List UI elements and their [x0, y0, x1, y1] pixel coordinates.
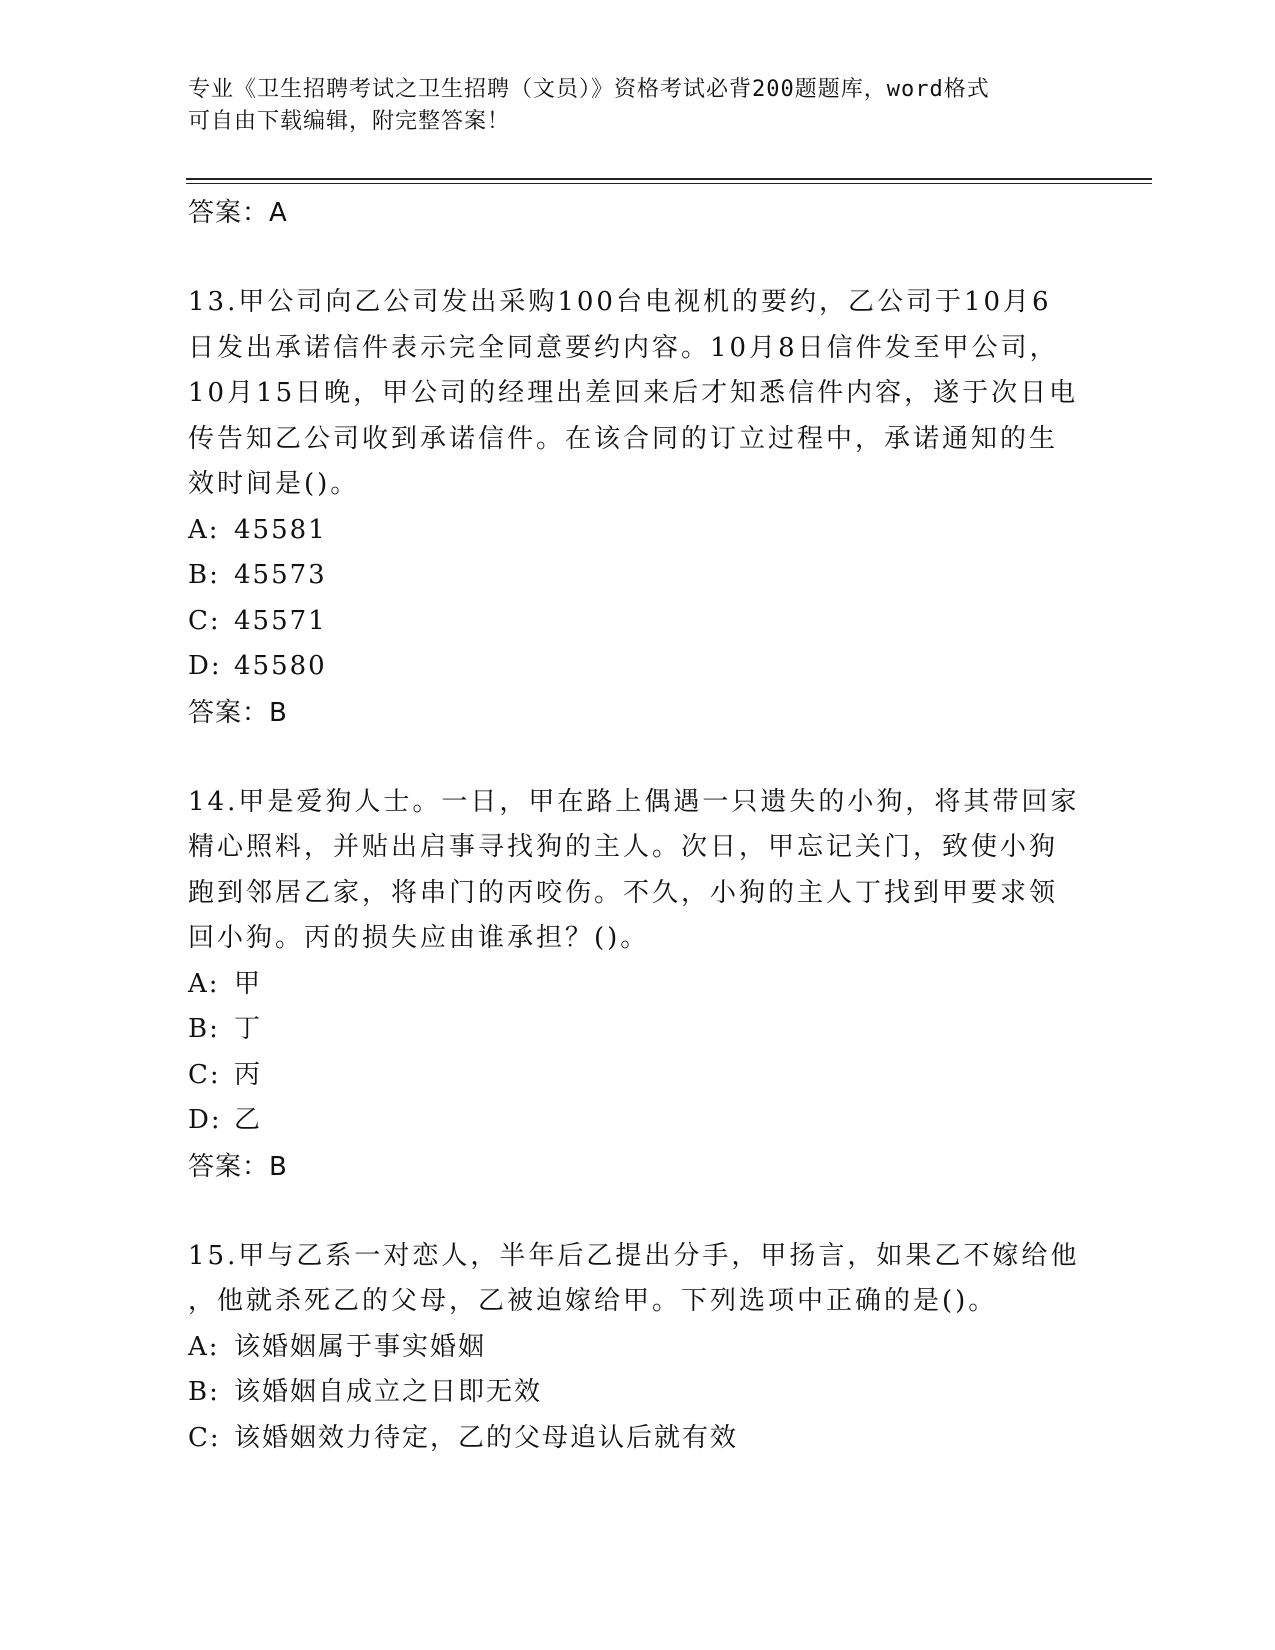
- page-header: [188, 74, 1088, 138]
- question-text-line: 跑到邻居乙家，将串门的丙咬伤。不久，小狗的主人丁找到甲要求领: [188, 877, 1059, 908]
- option-letter: B:: [188, 1014, 220, 1044]
- question-text-line: 传告知乙公司收到承诺信件。在该合同的订立过程中，承诺通知的生: [188, 423, 1059, 454]
- option-d: [188, 644, 1088, 690]
- option-letter: D:: [188, 1105, 222, 1135]
- question-15: [188, 1234, 1088, 1462]
- answer-line: 答案：B: [188, 1151, 288, 1182]
- option-text: 45581: [234, 514, 327, 545]
- option-a: [188, 1325, 1088, 1371]
- option-d: [188, 1098, 1088, 1144]
- question-text-line: 日发出承诺信件表示完全同意要约内容。10月8日信件发至甲公司，: [188, 332, 1059, 363]
- option-letter: B:: [188, 1377, 220, 1407]
- option-text: 该婚姻自成立之日即无效: [234, 1377, 543, 1407]
- question-text-line: 效时间是()。: [188, 469, 360, 499]
- option-b: [188, 553, 1088, 599]
- header-line-2: 可自由下载编辑，附完整答案！: [188, 109, 511, 134]
- question-text-line: 回小狗。丙的损失应由谁承担？()。: [188, 923, 650, 953]
- question-text-line: 15.甲与乙系一对恋人，半年后乙提出分手，甲扬言，如果乙不嫁给他: [188, 1240, 1080, 1271]
- option-text: 甲: [234, 968, 263, 999]
- answer-line: 答案：A: [188, 198, 288, 228]
- option-letter: C:: [188, 1422, 221, 1453]
- question-text-line: 14.甲是爱狗人士。一日，甲在路上偶遇一只遗失的小狗，将其带回家: [188, 786, 1080, 817]
- option-c: [188, 1053, 1088, 1099]
- header-rule-thin: [186, 183, 1152, 184]
- option-letter: B:: [188, 560, 220, 590]
- option-text: 45573: [234, 560, 327, 590]
- answer-line: 答案：B: [188, 697, 288, 728]
- option-b: [188, 1370, 1088, 1416]
- option-a: [188, 962, 1088, 1008]
- question-text-line: 13.甲公司向乙公司发出采购100台电视机的要约，乙公司于10月6: [188, 287, 1052, 317]
- option-letter: A:: [188, 514, 220, 545]
- option-letter: D:: [188, 651, 222, 681]
- option-b: [188, 1007, 1088, 1053]
- question-13: [188, 280, 1088, 736]
- option-letter: A:: [188, 968, 220, 999]
- option-letter: C:: [188, 605, 221, 636]
- header-line-1: 专业《卫生招聘考试之卫生招聘（文员）》资格考试必背200题题库，word格式: [188, 77, 990, 102]
- option-c: [188, 599, 1088, 645]
- option-letter: A:: [188, 1331, 220, 1362]
- header-rule-thick: [186, 178, 1152, 180]
- option-a: [188, 508, 1088, 554]
- question-text-line: ，他就杀死乙的父母，乙被迫嫁给甲。下列选项中正确的是()。: [188, 1286, 998, 1316]
- option-letter: C:: [188, 1059, 221, 1090]
- question-14: [188, 780, 1088, 1190]
- option-text: 乙: [234, 1105, 263, 1135]
- option-text: 该婚姻效力待定，乙的父母追认后就有效: [234, 1422, 739, 1453]
- option-text: 丁: [234, 1014, 263, 1044]
- option-text: 45580: [234, 651, 327, 681]
- option-text: 丙: [234, 1059, 263, 1090]
- document-body: [188, 190, 1088, 1461]
- question-text-line: 精心照料，并贴出启事寻找狗的主人。次日，甲忘记关门，致使小狗: [188, 832, 1059, 862]
- option-text: 45571: [234, 605, 327, 636]
- question-text-line: 10月15日晚，甲公司的经理出差回来后才知悉信件内容，遂于次日电: [188, 378, 1079, 408]
- option-text: 该婚姻属于事实婚姻: [234, 1331, 487, 1362]
- option-c: [188, 1416, 1088, 1462]
